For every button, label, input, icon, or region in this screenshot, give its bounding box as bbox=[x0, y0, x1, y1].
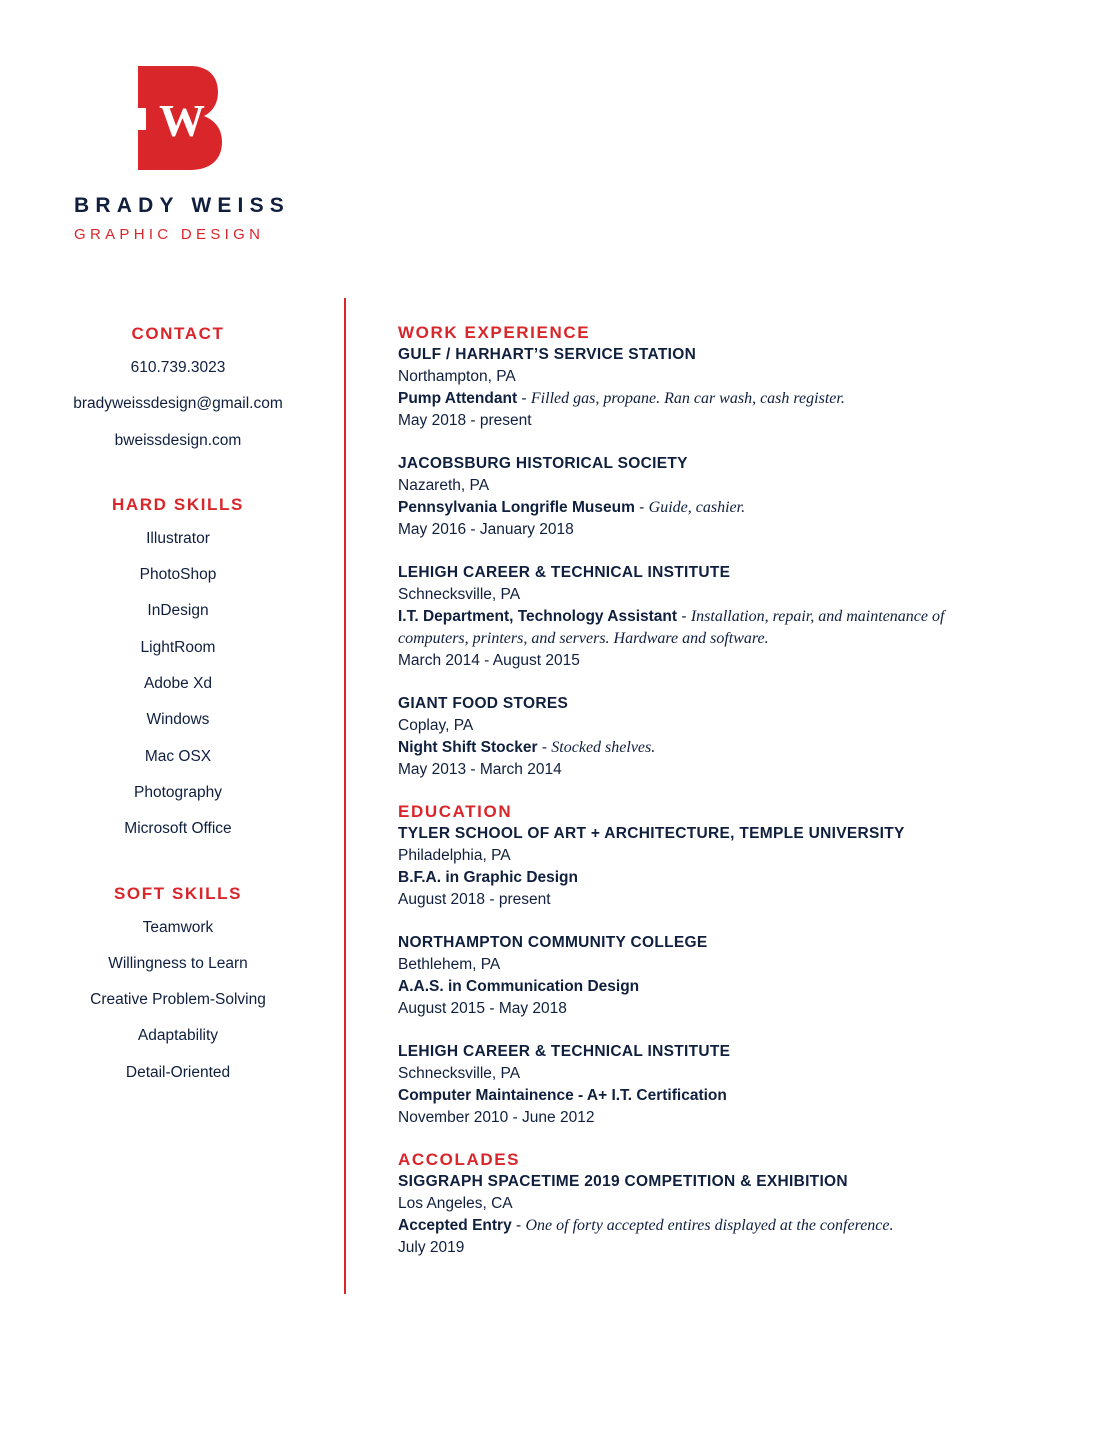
soft-skill-item: Creative Problem-Solving bbox=[90, 991, 266, 1009]
entry-location: Coplay, PA bbox=[398, 717, 474, 734]
column-divider bbox=[344, 298, 346, 1294]
accolade-entry: SIGGRAPH SPACETIME 2019 COMPETITION & EXHIBITION Los Angeles, CA Accepted Entry - One of forty accepted entires displayed at the conference. July 2019 bbox=[398, 1171, 1038, 1259]
contact-website[interactable]: bweissdesign.com bbox=[114, 431, 242, 449]
entry-role: Pennsylvania Longrifle Museum bbox=[398, 499, 635, 516]
hard-skill-item: Illustrator bbox=[146, 529, 210, 547]
entry-org: JACOBSBURG HISTORICAL SOCIETY bbox=[398, 455, 688, 472]
work-heading: WORK EXPERIENCE bbox=[398, 323, 591, 342]
entry-role: A.A.S. in Communication Design bbox=[398, 978, 640, 995]
logo-letter: W bbox=[159, 95, 205, 146]
main-content bbox=[398, 322, 1038, 1259]
work-experience-section bbox=[398, 322, 1038, 781]
soft-skill-item: Teamwork bbox=[142, 918, 214, 936]
education-entry bbox=[398, 823, 1038, 911]
hard-skill-item: Mac OSX bbox=[144, 747, 212, 765]
entry-org: GIANT FOOD STORES bbox=[398, 695, 569, 712]
entry-org: NORTHAMPTON COMMUNITY COLLEGE bbox=[398, 934, 708, 951]
entry-desc: Installation, repair, and maintenance of computers, printers, and servers. Hardware and software. bbox=[398, 608, 945, 647]
soft-skills-section bbox=[40, 882, 316, 1099]
entry-role: Pump Attendant bbox=[398, 390, 518, 407]
entry-dates: November 2010 - June 2012 bbox=[398, 1109, 595, 1126]
entry-dates: July 2019 bbox=[398, 1239, 465, 1256]
education-heading: EDUCATION bbox=[398, 802, 513, 821]
entry-dates: August 2015 - May 2018 bbox=[398, 1000, 567, 1017]
entry-dates: May 2013 - March 2014 bbox=[398, 761, 562, 778]
hard-skill-item: PhotoShop bbox=[139, 566, 217, 584]
entry-location: Schnecksville, PA bbox=[398, 586, 521, 603]
accolades-section bbox=[398, 1149, 1038, 1259]
person-tagline: GRAPHIC DESIGN bbox=[74, 226, 265, 243]
hard-skill-item: Photography bbox=[134, 783, 222, 801]
entry-location: Los Angeles, CA bbox=[398, 1195, 513, 1212]
hard-skills-heading: HARD SKILLS bbox=[112, 494, 244, 514]
education-entry bbox=[398, 932, 1038, 1020]
entry-desc: Filled gas, propane. Ran car wash, cash register. bbox=[530, 390, 845, 407]
education-section bbox=[398, 801, 1038, 1129]
hard-skill-item: Adobe Xd bbox=[143, 675, 213, 693]
entry-role: B.F.A. in Graphic Design bbox=[398, 869, 578, 886]
work-entry: GIANT FOOD STORES Coplay, PA Night Shift Stocker - Stocked shelves. May 2013 - March 2014 bbox=[398, 693, 1038, 781]
contact-email[interactable]: bradyweissdesign@gmail.com bbox=[73, 395, 283, 413]
hard-skill-item: LightRoom bbox=[140, 638, 216, 656]
hard-skill-item: InDesign bbox=[147, 602, 209, 620]
entry-role: I.T. Department, Technology Assistant bbox=[398, 608, 678, 625]
soft-skill-item: Detail-Oriented bbox=[125, 1063, 231, 1081]
entry-location: Schnecksville, PA bbox=[398, 1065, 521, 1082]
entry-desc: Stocked shelves. bbox=[551, 739, 656, 756]
soft-skill-item: Adaptability bbox=[137, 1027, 219, 1045]
education-entry bbox=[398, 1041, 1038, 1129]
entry-desc: One of forty accepted entires displayed at the conference. bbox=[525, 1217, 894, 1234]
entry-org: LEHIGH CAREER & TECHNICAL INSTITUTE bbox=[398, 564, 731, 581]
contact-phone: 610.739.3023 bbox=[130, 359, 226, 376]
hard-skill-item: Windows bbox=[146, 711, 210, 729]
entry-desc: Guide, cashier. bbox=[648, 499, 746, 516]
entry-role: Accepted Entry bbox=[398, 1217, 512, 1234]
entry-location: Philadelphia, PA bbox=[398, 847, 511, 864]
entry-dates: May 2018 - present bbox=[398, 412, 532, 429]
soft-skills-heading: SOFT SKILLS bbox=[113, 883, 243, 903]
contact-heading: CONTACT bbox=[131, 324, 225, 343]
entry-location: Bethlehem, PA bbox=[398, 956, 501, 973]
hard-skills-section bbox=[40, 493, 316, 856]
contact-section bbox=[40, 322, 316, 467]
sidebar bbox=[40, 322, 316, 1125]
entry-role: Night Shift Stocker bbox=[398, 739, 538, 756]
entry-dates: August 2018 - present bbox=[398, 891, 551, 908]
entry-org: GULF / HARHART’S SERVICE STATION bbox=[398, 346, 697, 363]
entry-location: Northampton, PA bbox=[398, 368, 516, 385]
work-entry: JACOBSBURG HISTORICAL SOCIETY Nazareth, PA Pennsylvania Longrifle Museum - Guide, cashier. May 2016 - January 2018 bbox=[398, 453, 1038, 541]
entry-org: TYLER SCHOOL OF ART + ARCHITECTURE, TEMPLE UNIVERSITY bbox=[398, 825, 905, 842]
work-entry: LEHIGH CAREER & TECHNICAL INSTITUTE Schnecksville, PA I.T. Department, Technology Assistant - Installation, repair, and maintenance of computers, printers, and servers. Hardware and software. March 2014 - August 2015 bbox=[398, 562, 1038, 672]
entry-location: Nazareth, PA bbox=[398, 477, 490, 494]
brand-logo bbox=[138, 66, 222, 170]
entry-org: SIGGRAPH SPACETIME 2019 COMPETITION & EXHIBITION bbox=[398, 1173, 848, 1190]
entry-role: Computer Maintainence - A+ I.T. Certification bbox=[398, 1087, 727, 1104]
hard-skill-item: Microsoft Office bbox=[124, 820, 232, 838]
accolades-heading: ACCOLADES bbox=[398, 1150, 521, 1169]
entry-dates: March 2014 - August 2015 bbox=[398, 652, 580, 669]
work-entry: GULF / HARHART’S SERVICE STATION Northampton, PA Pump Attendant - Filled gas, propane. Ran car wash, cash register. May 2018 - present bbox=[398, 344, 1038, 432]
entry-org: LEHIGH CAREER & TECHNICAL INSTITUTE bbox=[398, 1043, 731, 1060]
person-name: BRADY WEISS bbox=[74, 194, 290, 217]
soft-skill-item: Willingness to Learn bbox=[108, 954, 248, 972]
entry-dates: May 2016 - January 2018 bbox=[398, 521, 574, 538]
